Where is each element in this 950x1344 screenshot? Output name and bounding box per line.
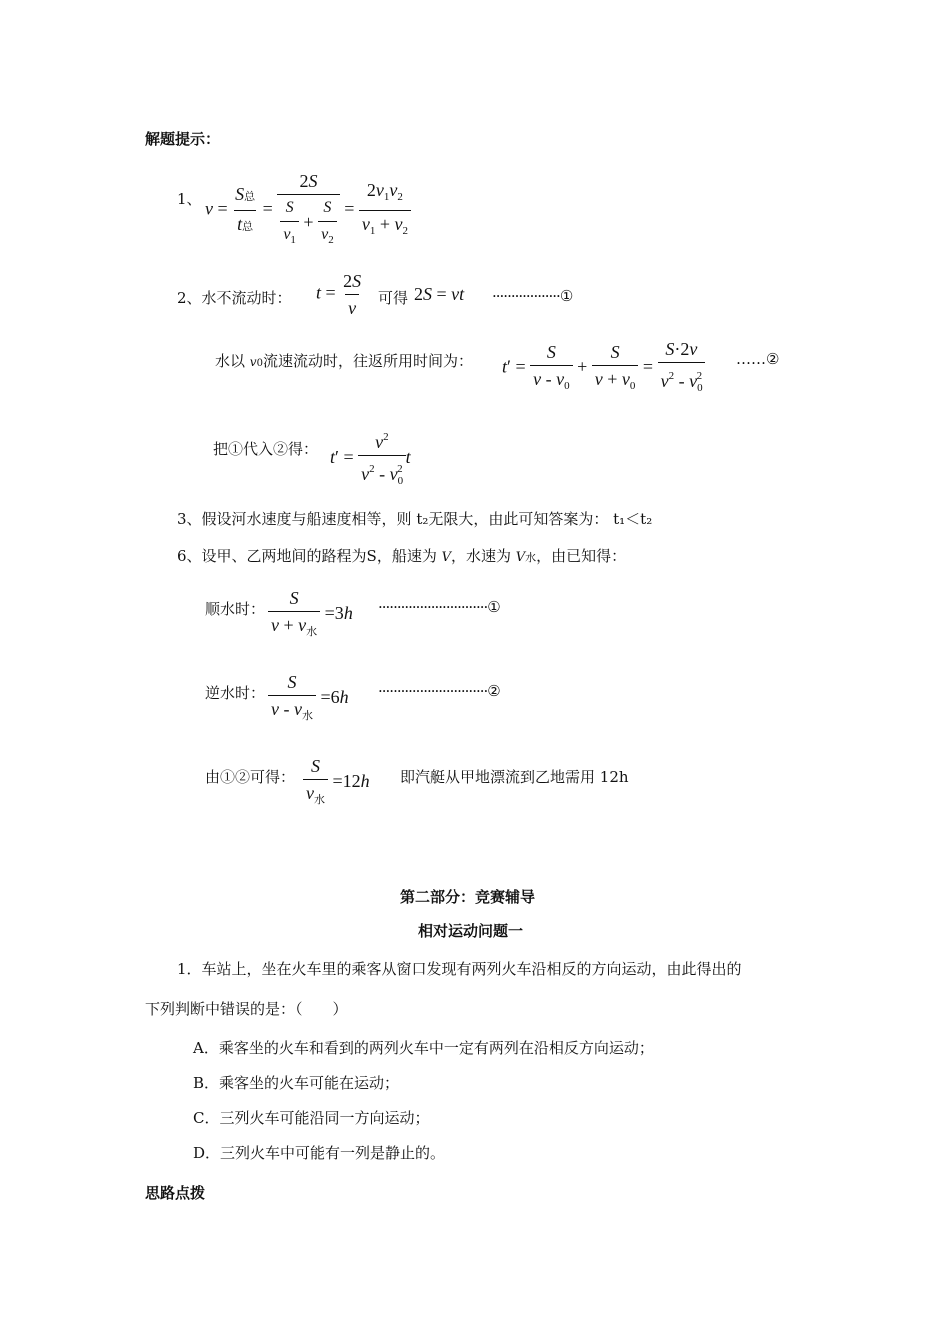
formula-average-speed: v = S总 t总 = 2S $\frac{S}{v_1}$ + $\frac{S}{v_2}$ = $\frac{2v_1v_2}{v_1 + v_2}$ [205, 170, 411, 251]
item6-text: 6、设甲、乙两地间的路程为S，船速为 V，水速为 V水，由已知得： [177, 547, 627, 565]
footer-heading: 思路点拨 [145, 1184, 206, 1202]
dots-3: ·····························① [378, 598, 501, 616]
item2-line2: 水以 v0流速流动时，往返所用时间为： [215, 352, 473, 370]
combine-label: 由①②可得： [205, 768, 296, 786]
formula-flowing-water-time: t′ = $\frac{S}{v - v_0}$ + $\frac{S}{v + v_0}$ = $\frac{S\cdot 2v}{v^2 - v_0^2}$ [502, 338, 705, 399]
item1-label: 1、 [177, 190, 202, 208]
option-d: D．三列火车中可能有一列是静止的。 [193, 1144, 446, 1162]
item2-mid-text: 可得 [378, 289, 409, 307]
formula-drift-time: S $v_水$ =12h [303, 755, 370, 811]
formula-upstream: S v - $v_水$ =6h [268, 671, 349, 727]
item2-line3: 把①代入②得： [213, 440, 319, 458]
dots-4: ·····························② [378, 682, 501, 700]
section-subtitle: 相对运动问题一 [418, 922, 524, 940]
downstream-label: 顺水时： [205, 600, 266, 618]
formula-downstream: S $v + v_水$ =3h [268, 587, 353, 643]
option-c: C．三列火车可能沿同一方向运动； [193, 1109, 430, 1127]
section-title: 第二部分：竞赛辅导 [400, 888, 536, 906]
question-line2: 下列判断中错误的是：（ ） [145, 1000, 348, 1018]
formula-2s-vt: 2S = vt [414, 284, 465, 304]
formula-still-water-time: t = $\frac{2S}{v}$ [316, 271, 362, 318]
dots-2: ……② [736, 350, 780, 368]
hints-heading: 解题提示： [145, 130, 221, 148]
question-line1: 1．车站上，坐在火车里的乘客从窗口发现有两列火车沿相反的方向运动，由此得出的 [177, 960, 742, 978]
option-a: A．乘客坐的火车和看到的两列火车中一定有两列在沿相反方向运动； [193, 1039, 654, 1057]
item3-text: 3、假设河水速度与船速度相等，则 t₂无限大，由此可知答案为： t₁＜t₂ [177, 510, 653, 528]
upstream-label: 逆水时： [205, 684, 266, 702]
dots-1: ··················① [492, 287, 574, 305]
combine-note: 即汽艇从甲地漂流到乙地需用 12h [400, 768, 629, 786]
item2-label: 2、水不流动时： [177, 289, 292, 307]
formula-substituted: t′ = $\frac{v^2}{v^2 - v_0^2}$ t [330, 426, 411, 492]
option-b: B．乘客坐的火车可能在运动； [193, 1074, 400, 1092]
